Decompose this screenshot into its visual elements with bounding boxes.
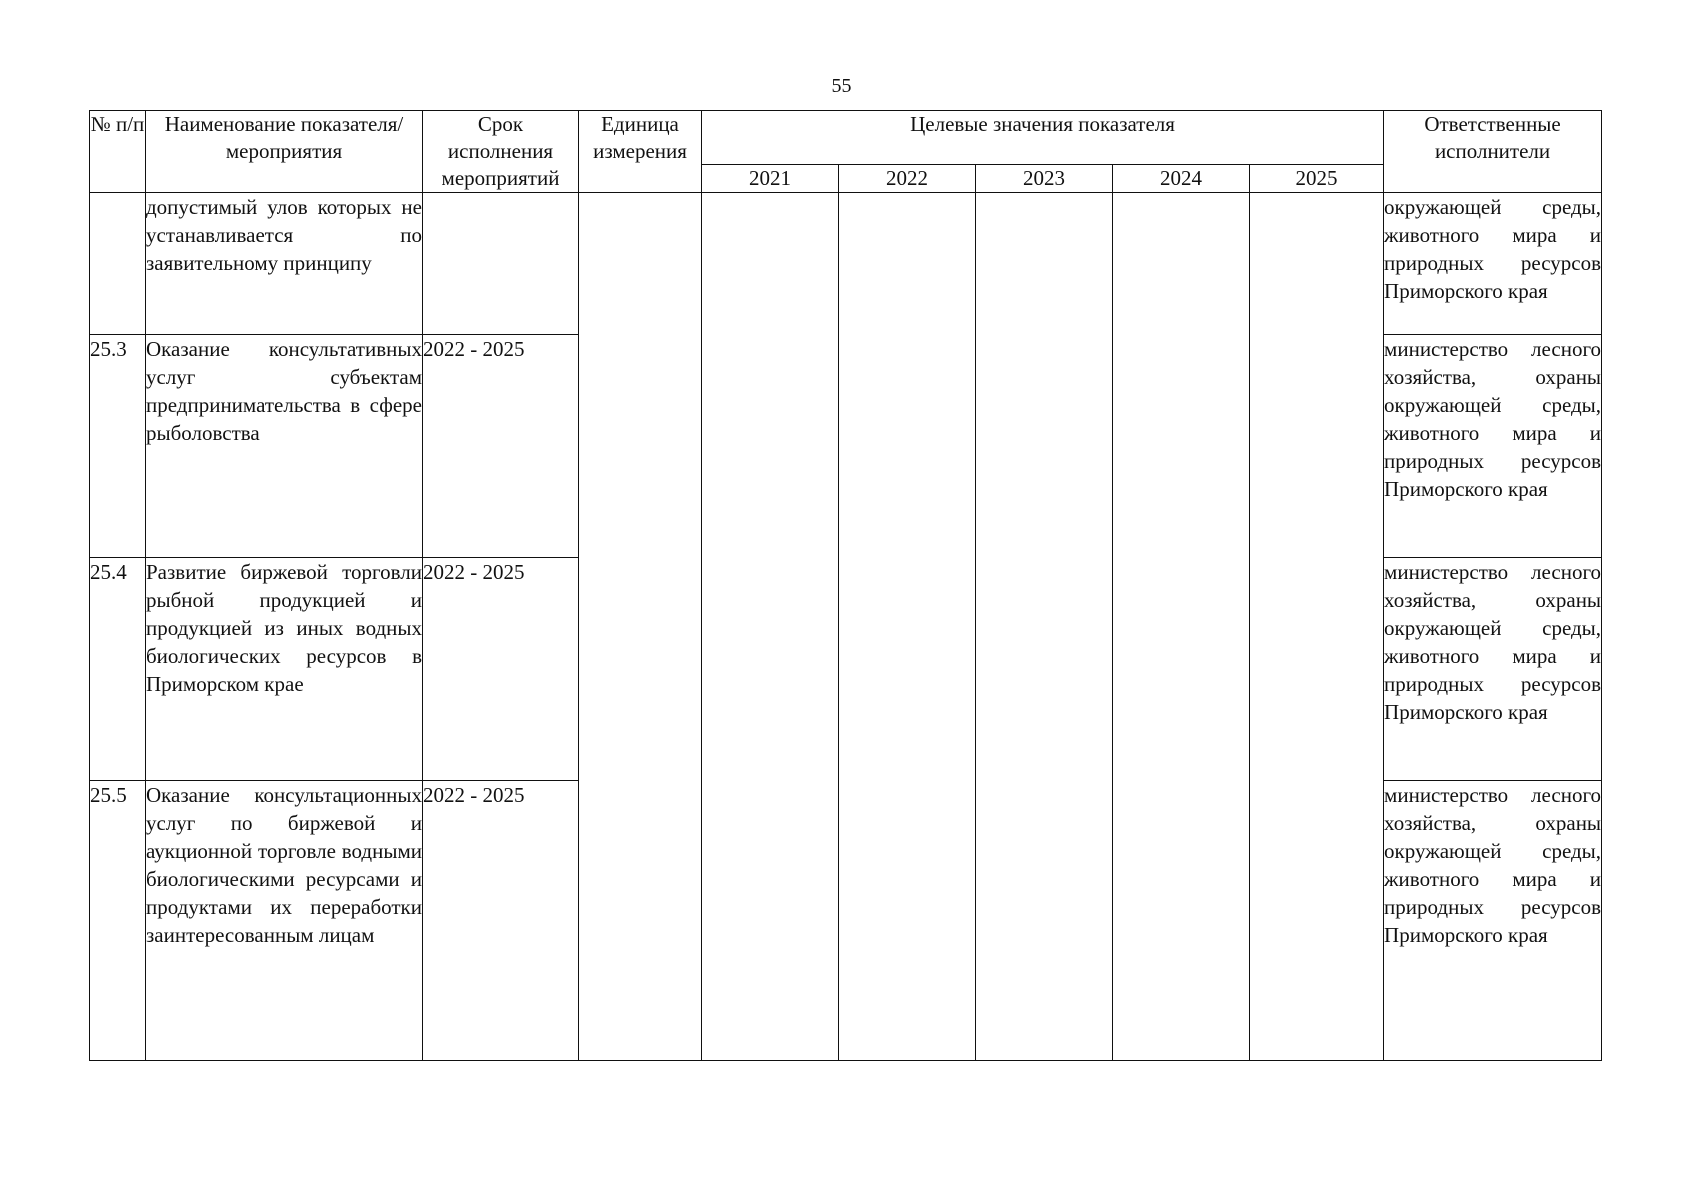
row-num xyxy=(90,193,146,335)
row-name: Оказание консультационных услуг по биржевой и аукционной торговле водными биологическими ресурсами и продуктами их переработки заинтересованным лицам xyxy=(146,781,423,1061)
table-header-row xyxy=(90,111,1602,165)
page-number: 55 xyxy=(831,75,852,97)
header-responsible: Ответственные исполнители xyxy=(1384,111,1602,193)
row-responsible: министерство лесного хозяйства, охраны окружающей среды, животного мира и природных ресурсов Приморского края xyxy=(1384,781,1602,1061)
table-row xyxy=(90,193,1602,335)
header-unit: Единица измерения xyxy=(579,111,702,193)
row-value-2021 xyxy=(702,193,839,1061)
header-num: № п/п xyxy=(90,111,146,193)
row-term xyxy=(423,193,579,335)
row-name: Оказание консультативных услуг субъектам предпринимательства в сфере рыболовства xyxy=(146,335,423,558)
row-responsible: окружающей среды, животного мира и природных ресурсов Приморского края xyxy=(1384,193,1602,335)
header-year-2024: 2024 xyxy=(1113,165,1250,193)
row-term: 2022 - 2025 xyxy=(423,558,579,781)
header-year-2023: 2023 xyxy=(976,165,1113,193)
header-term: Срок исполнения мероприятий xyxy=(423,111,579,193)
row-value-2024 xyxy=(1113,193,1250,1061)
row-responsible: министерство лесного хозяйства, охраны окружающей среды, животного мира и природных ресурсов Приморского края xyxy=(1384,558,1602,781)
header-year-2021: 2021 xyxy=(702,165,839,193)
row-num: 25.3 xyxy=(90,335,146,558)
row-term: 2022 - 2025 xyxy=(423,335,579,558)
row-name: допустимый улов которых не устанавливается по заявительному принципу xyxy=(146,193,423,335)
header-name: Наименование показателя/мероприятия xyxy=(146,111,423,193)
row-value-2023 xyxy=(976,193,1113,1061)
row-value-2025 xyxy=(1250,193,1384,1061)
row-num: 25.4 xyxy=(90,558,146,781)
row-unit-cell xyxy=(579,193,702,1061)
header-target-values: Целевые значения показателя xyxy=(702,111,1384,165)
row-term: 2022 - 2025 xyxy=(423,781,579,1061)
row-value-2022 xyxy=(839,193,976,1061)
row-responsible: министерство лесного хозяйства, охраны окружающей среды, животного мира и природных ресурсов Приморского края xyxy=(1384,335,1602,558)
measures-table xyxy=(89,110,1602,1061)
header-year-2022: 2022 xyxy=(839,165,976,193)
header-year-2025: 2025 xyxy=(1250,165,1384,193)
row-name: Развитие биржевой торговли рыбной продукцией и продукцией из иных водных биологических ресурсов в Приморском крае xyxy=(146,558,423,781)
row-num: 25.5 xyxy=(90,781,146,1061)
